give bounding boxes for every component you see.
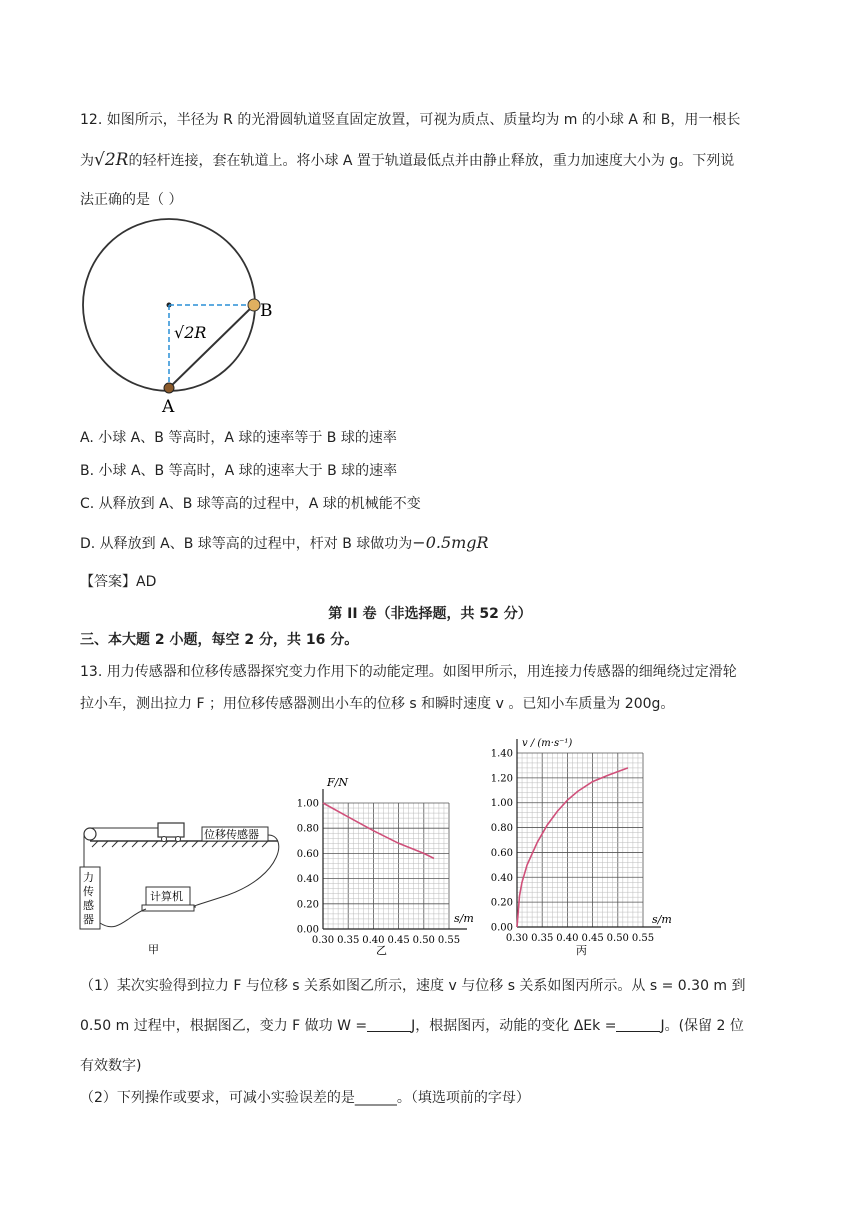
force-sensor-label-4: 器 [83,913,94,926]
y-tick-label: 1.00 [490,798,513,810]
q12-line2 [80,150,734,171]
light-rod [169,305,254,388]
y-tick-label: 0.80 [490,823,513,835]
figure-length-label: √2R [174,323,207,342]
chart-grid [323,803,449,929]
section-heading: 三、本大题 2 小题，每空 2 分，共 16 分。 [80,632,359,648]
x-tick-label: 0.30 [311,935,335,946]
computer-label: 计算机 [150,890,183,903]
y-tick-label: 0.40 [296,874,319,886]
x-axis-label: s/m [454,912,474,925]
force-cable [100,909,146,927]
q13-part1-line3: 有效数字) [80,1058,142,1074]
x-tick-label: 0.35 [531,933,554,944]
y-axis-label: v / (m·s⁻¹) [522,738,573,749]
answer-blank-work[interactable] [367,1017,411,1032]
q12-option-a: A. 小球 A、B 等高时，A 球的速率等于 B 球的速率 [80,430,397,446]
force-sensor-label-1: 力 [83,871,94,884]
force-sensor-label-2: 传 [83,885,94,898]
y-tick-label: 0.80 [296,823,319,835]
q12-option-b: B. 小球 A、B 等高时，A 球的速率大于 B 球的速率 [80,463,398,479]
q12-option-d [80,533,489,554]
cart-wheel [162,837,167,842]
ball-b [248,299,260,311]
q13-part1-ek-text: J，根据图丙，动能的变化 ΔEk = [411,1018,617,1034]
velocity-displacement-chart [480,732,680,962]
y-tick-label: 0.40 [490,872,513,884]
computer-base [142,905,194,911]
track-hatch [92,841,268,847]
chart-grid [517,753,643,927]
q13-part1-line1: （1）某次实验得到拉力 F 与位移 s 关系如图乙所示，速度 v 与位移 s 关系如图丙所示。从 s = 0.30 m 到 [80,978,746,994]
y-tick-label: 1.20 [490,773,513,785]
q13-part2: （2）下列操作或要求，可减小实验误差的是______。（填选项前的字母） [80,1090,530,1106]
x-tick-label: 0.55 [437,935,461,946]
pulley [84,828,96,840]
q12-line3: 法正确的是（ ） [80,192,183,208]
apparatus-figure [78,815,292,961]
x-tick-label: 0.55 [631,933,655,944]
chart-axes [323,789,467,929]
q13-part1-work-text: 0.50 m 过程中，根据图乙，变力 F 做功 W = [80,1018,368,1034]
x-tick-label: 0.40 [362,935,385,946]
q13-line2: 拉小车，测出拉力 F ；用位移传感器测出小车的位移 s 和瞬时速度 v 。已知小车质量为 200g。 [80,696,675,712]
q12-line1: 12. 如图所示，半径为 R 的光滑圆轨道竖直固定放置，可视为质点、质量均为 m 的小球 A 和 B，用一根长 [80,112,741,128]
y-tick-label: 0.60 [490,847,513,859]
q12-answer: 【答案】AD [80,574,157,590]
x-tick-label: 0.50 [412,935,435,946]
fig-jia-caption: 甲 [148,943,159,956]
q13-part1-precision: J。(保留 2 位 [660,1018,744,1034]
x-tick-label: 0.35 [337,935,360,946]
q13-line1: 13. 用力传感器和位移传感器探究变力作用下的动能定理。如图甲所示，用连接力传感器的细绳绕过定滑轮 [80,664,737,680]
q12-line2-post: 的轻杆连接，套在轨道上。将小球 A 置于轨道最低点并由静止释放，重力加速度大小为 g。下列说 [128,153,735,169]
label-a: A [162,397,175,417]
chart-axes [517,739,661,927]
cart [158,823,184,837]
q12-option-d-math: −0.5mgR [412,533,489,552]
displacement-sensor-label: 位移传感器 [204,828,259,841]
cart-wheel [176,837,181,842]
y-tick-label: 0.60 [296,848,319,860]
y-tick-label: 0.20 [296,899,319,911]
x-tick-label: 0.45 [387,935,410,946]
answer-blank-ek[interactable] [616,1017,660,1032]
y-tick-label: 1.40 [490,748,513,760]
force-sensor-label-3: 感 [83,899,94,912]
section-title: 第 II 卷（非选择题，共 52 分） [328,606,532,622]
fig-bing-caption: 丙 [576,944,587,957]
q12-option-c: C. 从释放到 A、B 球等高的过程中，A 球的机械能不变 [80,496,421,512]
q12-rod-length-math: √2R [94,150,129,170]
label-b: B [260,301,273,321]
x-axis-label: s/m [652,913,672,926]
y-tick-label: 0.20 [490,897,513,909]
y-tick-label: 0.00 [490,922,513,934]
y-axis-label: F/N [327,776,348,789]
x-tick-label: 0.45 [581,933,604,944]
q12-line2-pre: 为 [80,153,94,169]
y-tick-label: 0.00 [296,924,319,936]
circle-track-figure [78,216,288,420]
x-tick-label: 0.50 [606,933,629,944]
y-tick-label: 1.00 [296,798,319,810]
x-tick-label: 0.40 [556,933,579,944]
q12-option-d-text: D. 从释放到 A、B 球等高的过程中，杆对 B 球做功为 [80,536,413,552]
ball-a [164,383,174,393]
force-displacement-chart [290,770,480,962]
sensor-cable [193,835,278,907]
x-tick-label: 0.30 [505,933,529,944]
q13-part1-line2 [80,1016,744,1036]
fig-yi-caption: 乙 [376,944,387,957]
